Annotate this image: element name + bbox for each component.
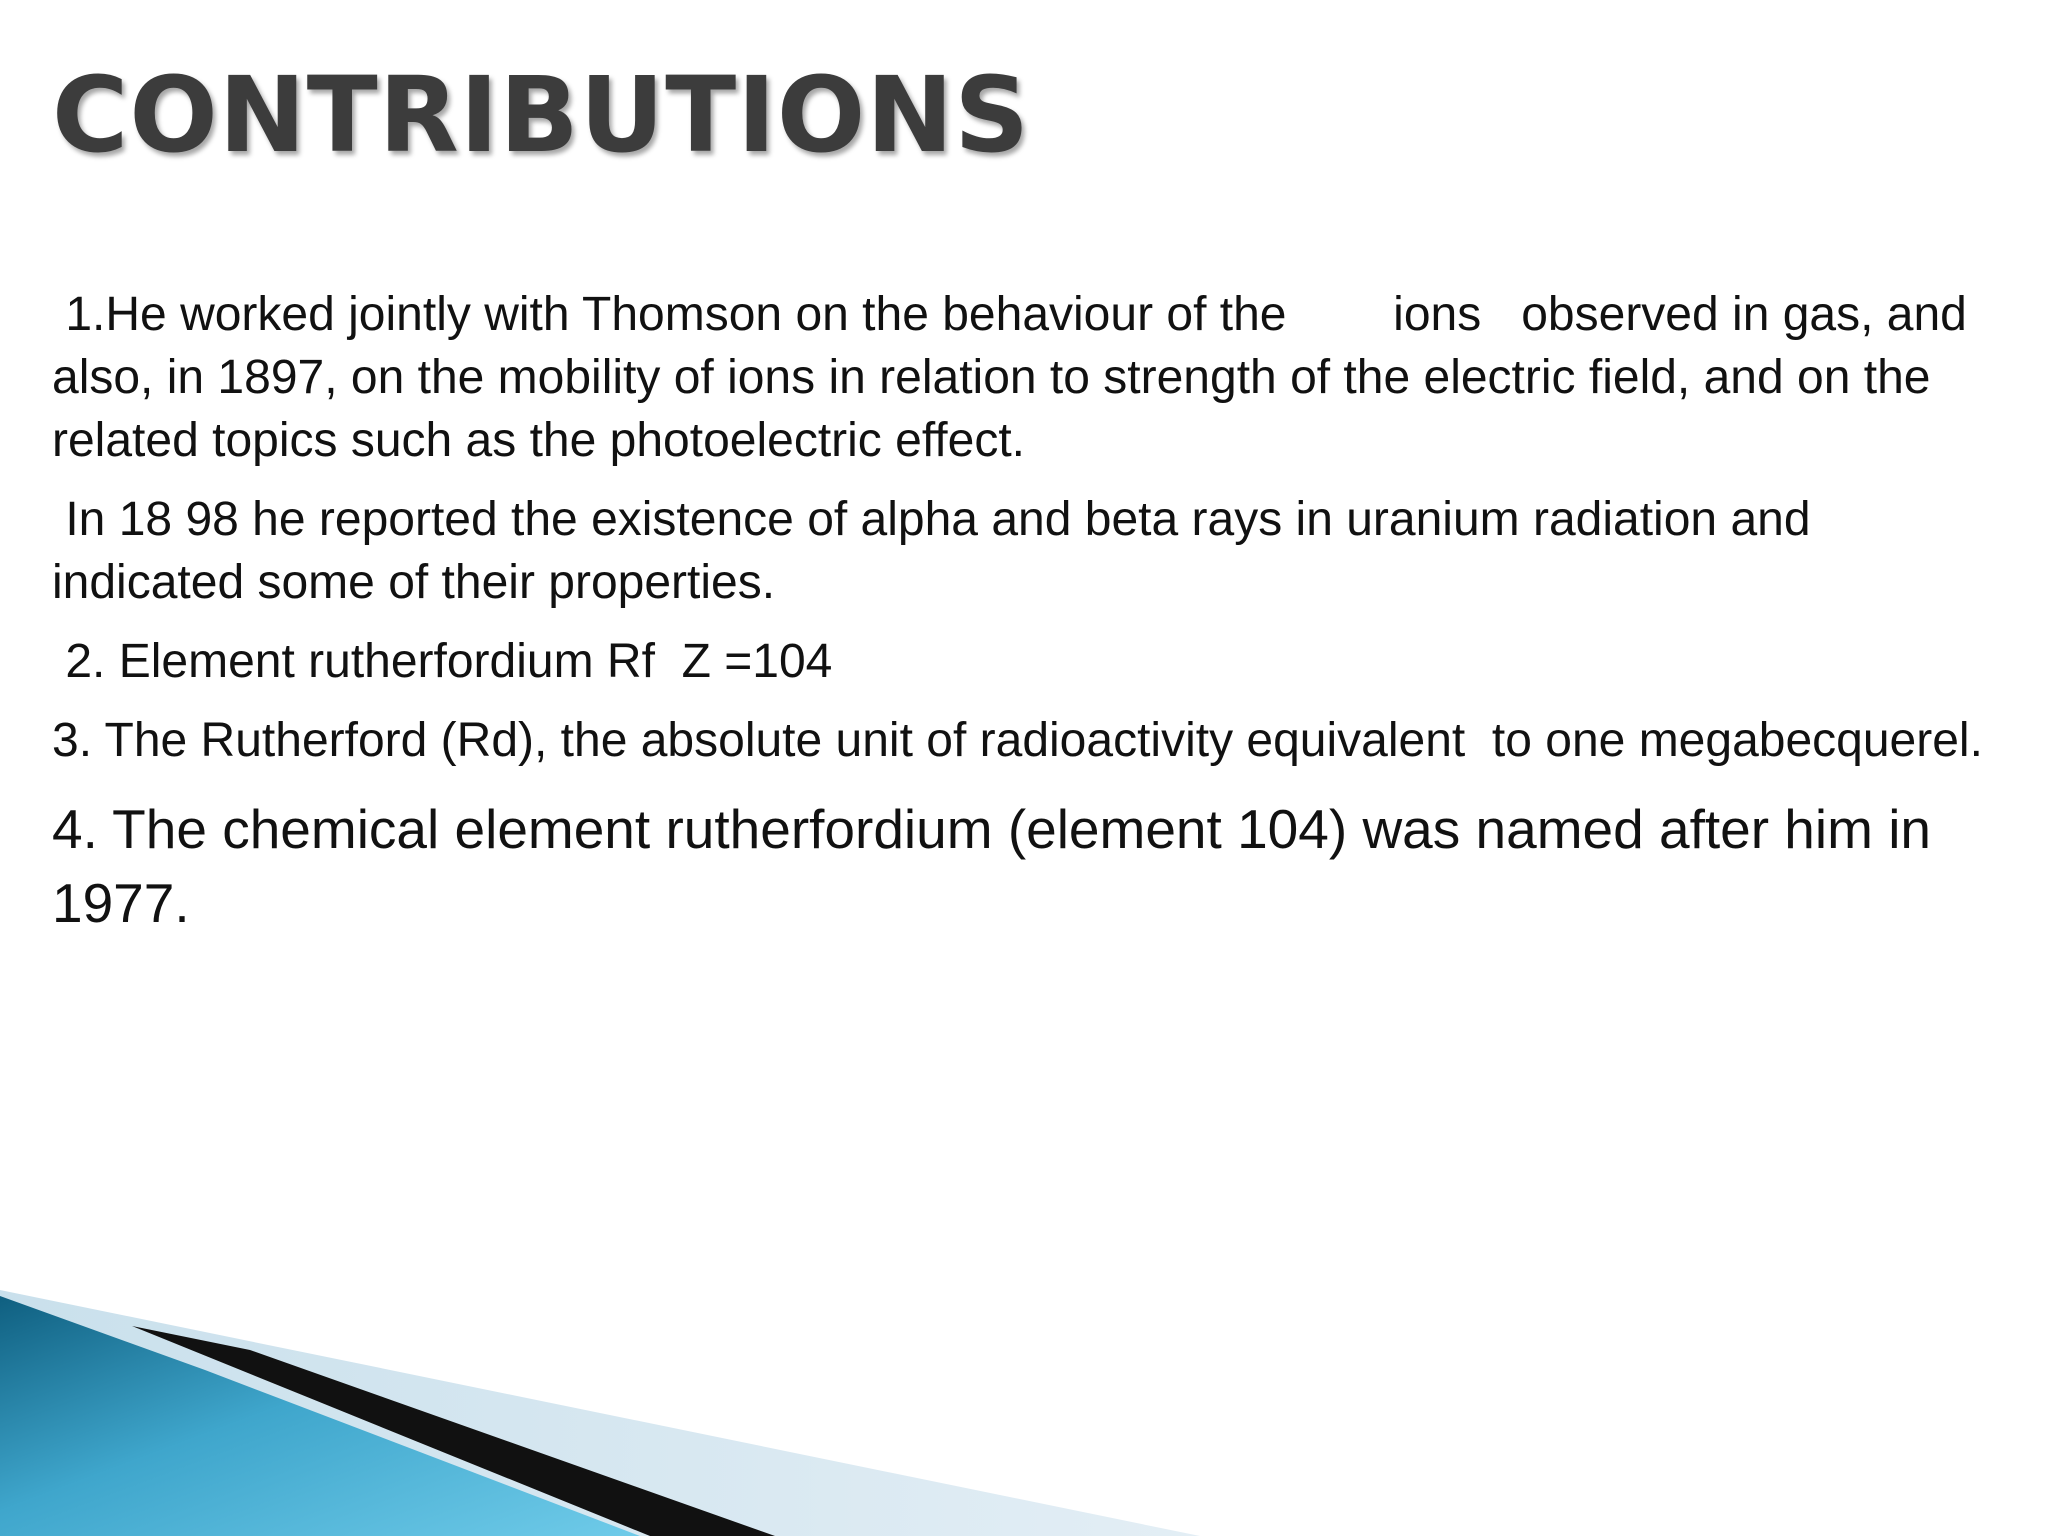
pale-wedge xyxy=(0,1290,1200,1536)
paragraph-1: 1.He worked jointly with Thomson on the behaviour of the ions observed in gas, and also, in 1897, on the mobility of ions in relation to strength of the electric field, and on the related topics such as the photoelectric effect. xyxy=(52,288,1981,467)
teal-wedge xyxy=(0,1296,640,1536)
slide-body xyxy=(52,283,2012,940)
paragraph-3: 2. Element rutherfordium Rf Z =104 xyxy=(52,635,833,688)
paragraph-5: 4. The chemical element rutherfordium (element 104) was named after him in 1977. xyxy=(52,798,1947,934)
paragraph-4: 3. The Rutherford (Rd), the absolute unit of radioactivity equivalent to one megabecquerel. xyxy=(52,714,1983,767)
paragraph-2: In 18 98 he reported the existence of alpha and beta rays in uranium radiation and indicated some of their properties. xyxy=(52,493,1824,609)
dark-stripe xyxy=(132,1326,775,1536)
slide-title: CONTRIBUTIONS xyxy=(52,54,1031,176)
